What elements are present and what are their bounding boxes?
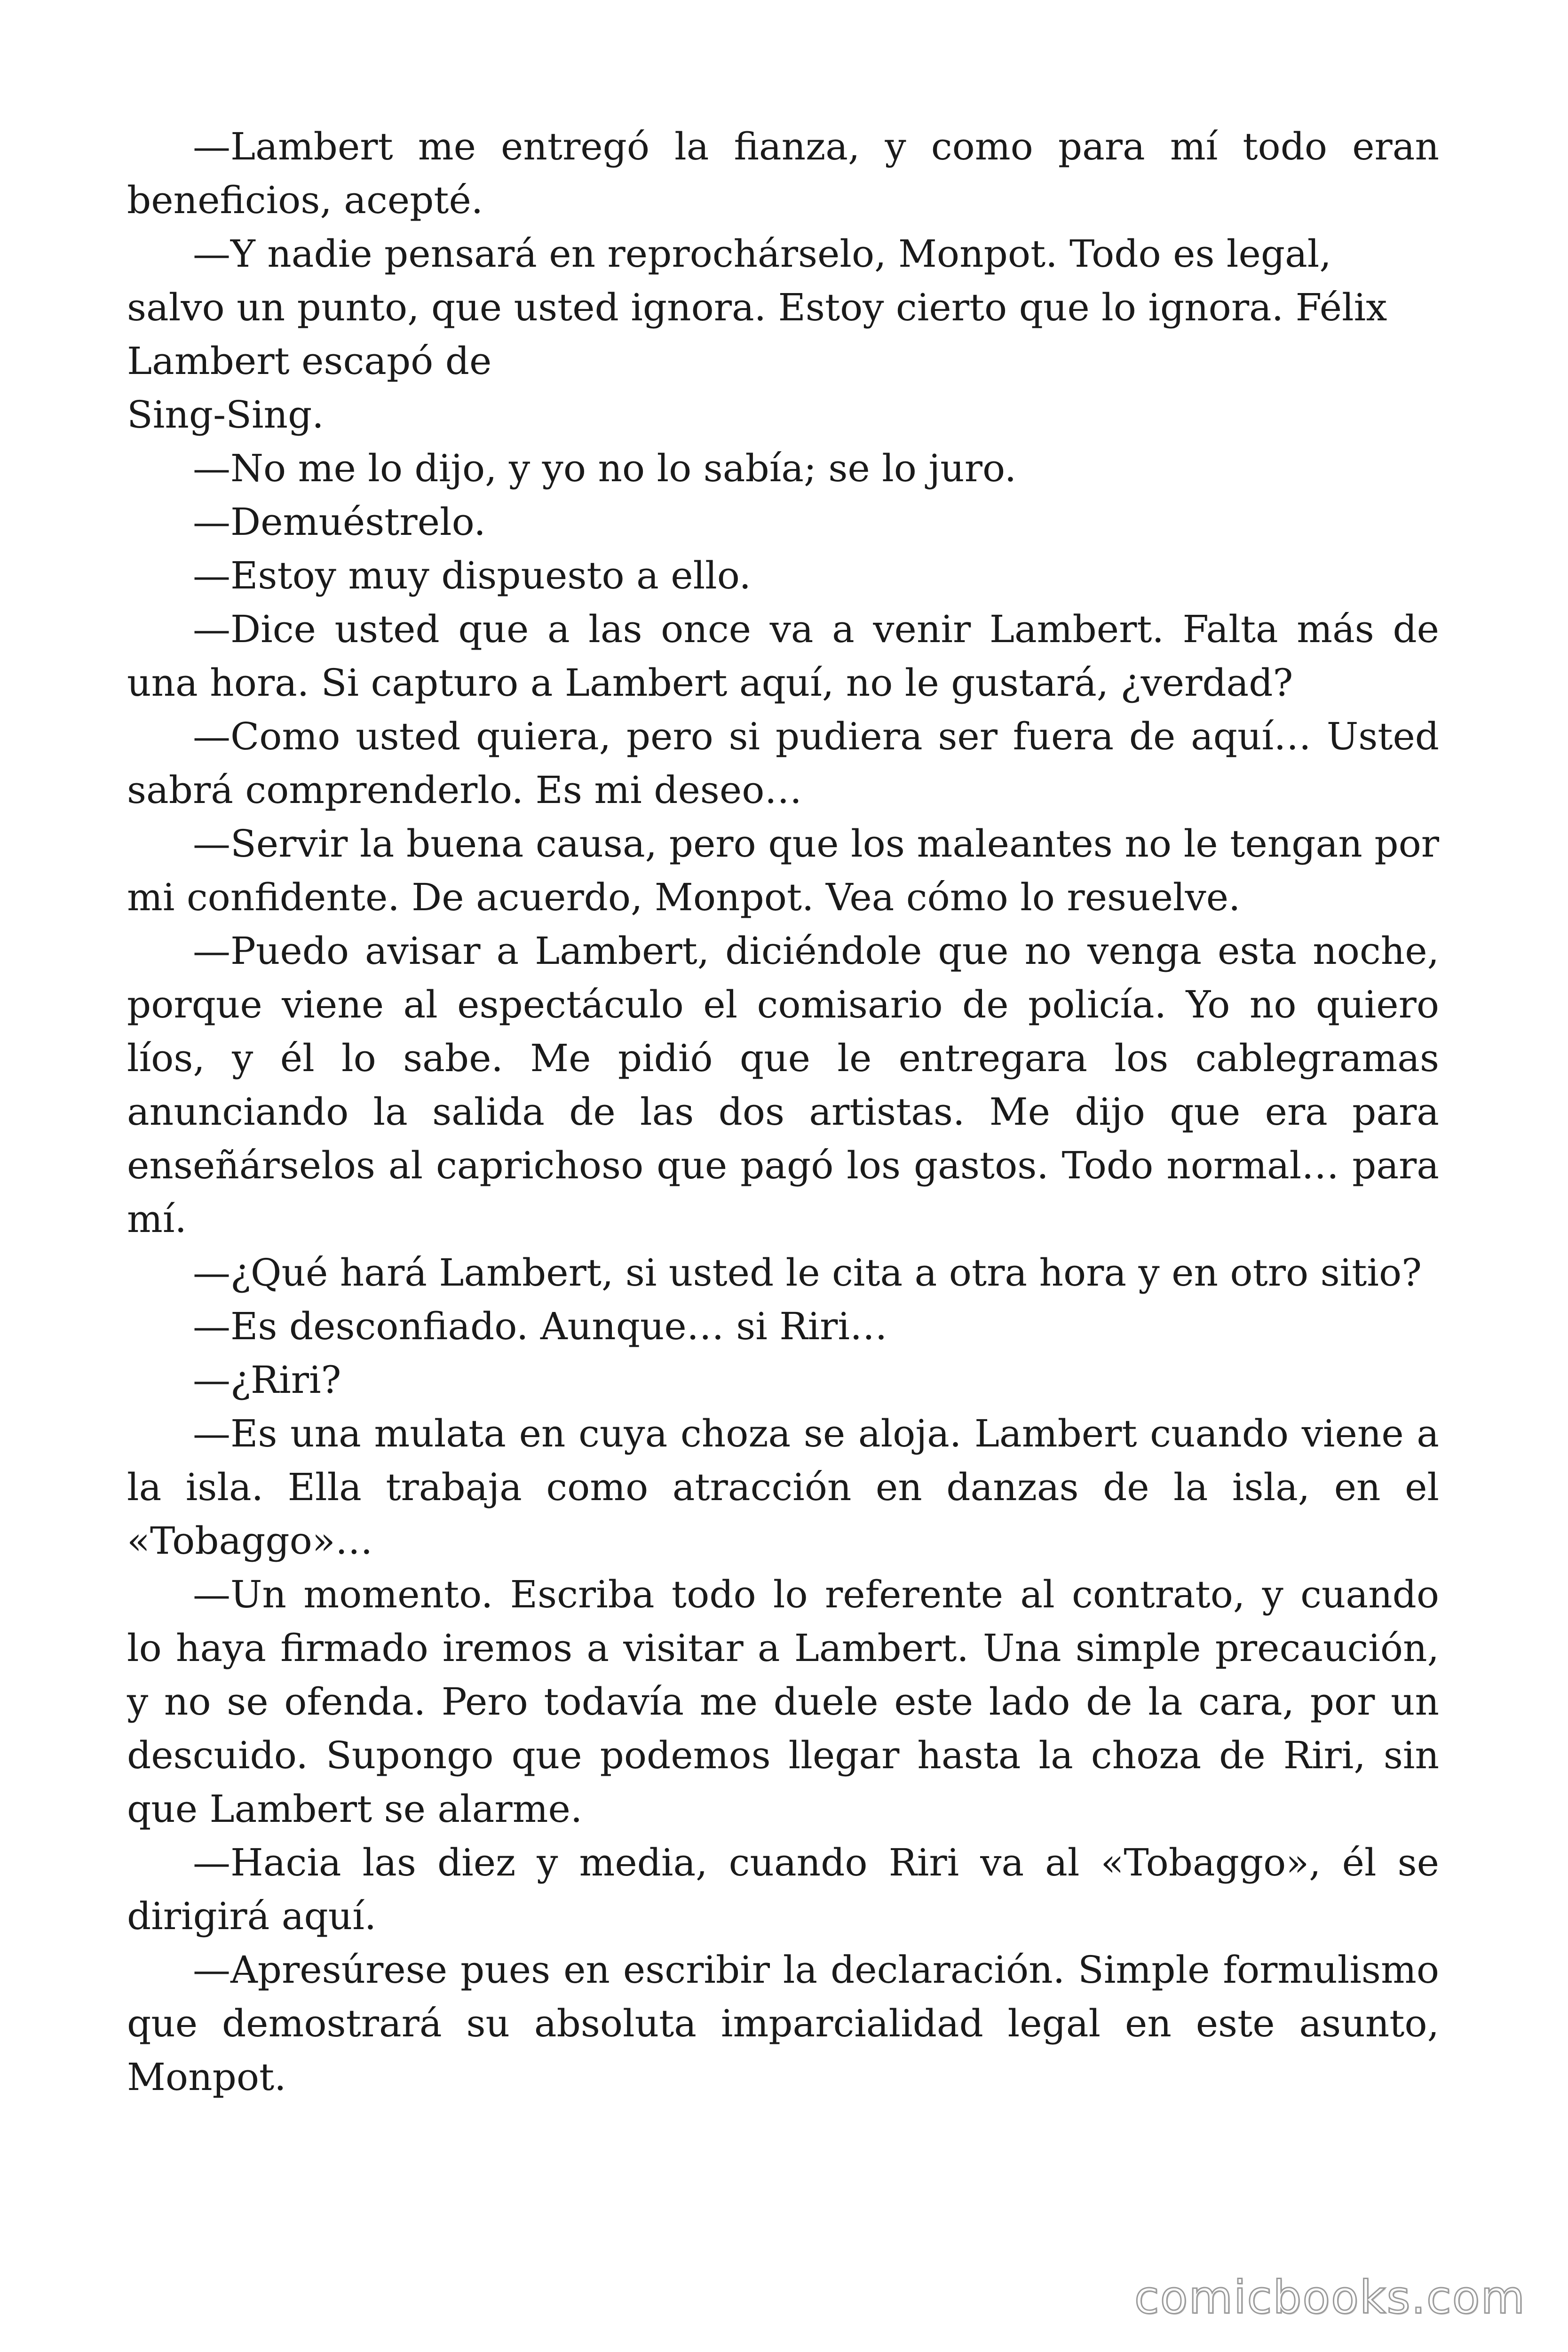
paragraph-13: —¿Riri? [193, 1358, 341, 1402]
paragraph-5: —Demuéstrelo. [193, 500, 486, 544]
paragraph-9: —Servir la buena causa, pero que los maleantes no le tengan por mi confidente. De acuerdo, Monpot. Vea cómo lo resuelve. [127, 822, 1439, 919]
paragraph-3: Sing-Sing. [127, 393, 324, 437]
paragraph-12: —Es desconfiado. Aunque… si Riri… [193, 1304, 887, 1348]
paragraph-2: —Y nadie pensará en reprochárselo, Monpot. Todo es legal, salvo un punto, que usted ignora. Estoy cierto que lo ignora. Félix Lambert escapó de [127, 232, 1387, 383]
paragraph-15: —Un momento. Escriba todo lo referente al contrato, y cuando lo haya firmado iremos a visitar a Lambert. Una simple precaución, y no se ofenda. Pero todavía me duele este lado de la cara, por un descuido. Supongo que podemos llegar hasta la choza de Riri, sin que Lambert se alarme. [127, 1573, 1439, 1831]
paragraph-14: —Es una mulata en cuya choza se aloja. Lambert cuando viene a la isla. Ella trabaja como atracción en danzas de la isla, en el «Tobaggo»… [127, 1412, 1439, 1563]
page-body-text [127, 120, 1439, 2104]
paragraph-17: —Apresúrese pues en escribir la declaración. Simple formulismo que demostrará su absoluta imparcialidad legal en este asunto, Monpot. [127, 1948, 1439, 2099]
watermark-logo: comicbooks.com [1134, 2271, 1526, 2324]
paragraph-11: —¿Qué hará Lambert, si usted le cita a otra hora y en otro sitio? [193, 1251, 1422, 1295]
paragraph-4: —No me lo dijo, y yo no lo sabía; se lo juro. [193, 446, 1017, 490]
paragraph-16: —Hacia las diez y media, cuando Riri va al «Tobaggo», él se dirigirá aquí. [127, 1841, 1439, 1938]
paragraph-7: —Dice usted que a las once va a venir Lambert. Falta más de una hora. Si capturo a Lambert aquí, no le gustará, ¿verdad? [127, 607, 1439, 705]
paragraph-1: —Lambert me entregó la fianza, y como para mí todo eran beneficios, acepté. [127, 125, 1439, 222]
paragraph-6: —Estoy muy dispuesto a ello. [193, 554, 751, 597]
paragraph-8: —Como usted quiera, pero si pudiera ser fuera de aquí… Usted sabrá comprenderlo. Es mi deseo… [127, 715, 1439, 812]
paragraph-10: —Puedo avisar a Lambert, diciéndole que no venga esta noche, porque viene al espectáculo el comisario de policía. Yo no quiero líos, y él lo sabe. Me pidió que le entregara los cablegramas anunciando la salida de las dos artistas. Me dijo que era para enseñárselos al caprichoso que pagó los gastos. Todo normal… para mí. [127, 929, 1439, 1241]
